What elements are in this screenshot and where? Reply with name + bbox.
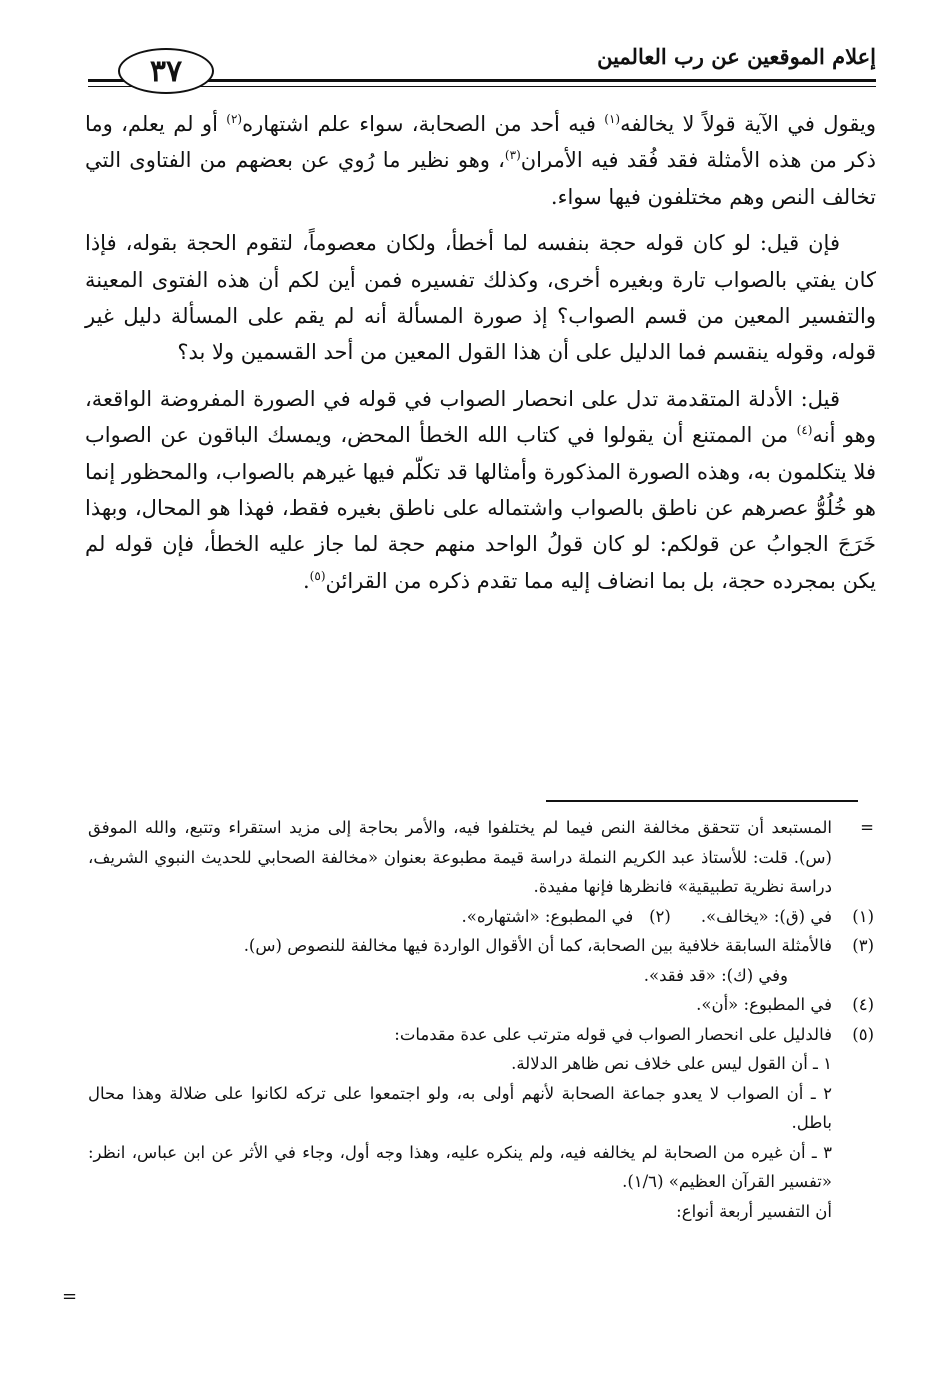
footnote-1-text: في (ق): «يخالف». bbox=[700, 906, 832, 926]
paragraph-1-part-2: فيه أحد من الصحابة، سواء علم اشتهاره bbox=[242, 112, 605, 136]
footnote-3-extra: وفي (ك): «قد فقد». bbox=[643, 965, 788, 985]
paragraph-2: فإن قيل: لو كان قوله حجة بنفسه لما أخطأ، ولكان معصوماً، لتقوم الحجة بقوله، فإذا كان يفتي بالصواب تارة وبغيره أخرى، وكذلك تفسيره فمن أين لكم أن هذه الفتوى المعينة والتفسير المعين من قسم الصواب؟ إذ صورة المسألة أنه لم يقم على المسألة دليل غير قوله، وقوله ينقسم فما الدليل على أن هذا القول المعين من أحد القسمين ولا بد؟ bbox=[85, 231, 876, 365]
footnote-ref-4: (٤) bbox=[796, 423, 813, 438]
footnote-5-item-3: ٣ ـ أن غيره من الصحابة لم يخالفه فيه، ولم ينكره عليه، وهذا وجه أول، وجاء في الأثر عن ابن عباس، انظر: «تفسير القرآن العظيم» (١/٦). bbox=[88, 1142, 832, 1191]
footnote-ref-5: (٥) bbox=[309, 568, 326, 583]
footnote-2-item bbox=[462, 902, 671, 932]
paragraph-1-part-3: أو لم يعلم، وما ذكر من هذه الأمثلة فقد فُقد فيه الأمران bbox=[85, 112, 876, 173]
page-continuation-mark: = bbox=[62, 1286, 78, 1307]
running-title: إعلام الموقعين عن رب العالمين bbox=[597, 44, 876, 69]
footnote-4 bbox=[88, 990, 876, 1020]
footnote-3 bbox=[88, 931, 876, 961]
main-text bbox=[85, 106, 876, 609]
paragraph-3 bbox=[85, 381, 876, 599]
paragraph-1-part-1: ويقول في الآية قولاً لا يخالفه bbox=[620, 112, 876, 136]
page-header bbox=[88, 38, 876, 98]
footnote-2-text: في المطبوع: «اشتهاره». bbox=[461, 906, 634, 926]
page-number: ٣٧ bbox=[118, 48, 214, 94]
footnote-5-text: فالدليل على انحصار الصواب في قوله مترتب على عدة مقدمات: bbox=[394, 1024, 832, 1044]
paragraph-1 bbox=[85, 106, 876, 215]
continuation-text: المستبعد أن تتحقق مخالفة النص فيما لم يختلفوا فيه، والأمر بحاجة إلى مزيد استقراء وتتبع، والله الموفق (س). قلت: للأستاذ عبد الكريم النملة دراسة قيمة مطبوعة بعنوان «مخالفة الصحابي للحديث النبوي الشريف، دراسة نظرية تطبيقية» فانظرها فإنها مفيدة. bbox=[88, 818, 832, 896]
footnote-separator bbox=[546, 800, 858, 802]
footnotes bbox=[88, 813, 876, 1226]
footnote-1-mark: (١) bbox=[852, 906, 874, 926]
paragraph-1-part-4: ، وهو نظير ما رُوي عن بعضهم من الفتاوى التي تخالف النص وهم مختلفون فيها سواء. bbox=[85, 148, 876, 209]
footnote-3-text: فالأمثلة السابقة خلافية بين الصحابة، كما أن الأقوال الواردة فيها مخالفة للنصوص (س). bbox=[243, 936, 832, 955]
footnote-1-2-row bbox=[88, 902, 876, 932]
continuation-mark: = bbox=[860, 818, 874, 837]
footnote-5-item-2: ٢ ـ أن الصواب لا يعدو جماعة الصحابة لأنهم أولى به، ولو اجتمعوا على تركه لكانوا على ضلالة وهذا محال باطل. bbox=[88, 1083, 832, 1132]
footnote-3-mark: (٣) bbox=[852, 936, 874, 955]
footnote-ref-2: (٢) bbox=[226, 112, 243, 126]
paragraph-3-part-2: من الممتنع أن يقولوا في كتاب الله الخطأ المحض، ويمسك الباقون عن الصواب فلا يتكلمون به، وهذه الصورة المذكورة وأمثالها قد تكلّم فيها غيرهم بالصواب، والمحظور إنما هو خُلُوُّ عصرهم عن ناطق بالصواب واشتماله على ناطق بغيره فقط، فهذا هو المحال، وبهذا خَرَجَ الجوابُ عن قولكم: لو كان قولُ الواحد منهم حجة لما جاز عليه الخطأ، فإن قوله لم يكن بمجرده حجة، بل بما انضاف إليه مما تقدم ذكره من القرائن bbox=[85, 423, 876, 593]
footnote-5 bbox=[88, 1020, 876, 1050]
header-rule-thin bbox=[88, 86, 876, 87]
paragraph-3-part-1: قيل: الأدلة المتقدمة تدل على انحصار الصواب في قوله في الصورة المفروضة الواقعة، وهو أنه bbox=[85, 386, 876, 448]
paragraph-3-part-3: . bbox=[302, 568, 310, 593]
footnote-5-tail: أن التفسير أربعة أنواع: bbox=[676, 1201, 832, 1221]
footnote-5-mark: (٥) bbox=[852, 1024, 874, 1044]
footnote-4-text: في المطبوع: «أن». bbox=[696, 995, 832, 1014]
footnote-4-mark: (٤) bbox=[852, 995, 874, 1014]
footnote-2-mark: (٢) bbox=[649, 906, 671, 926]
footnote-continuation bbox=[88, 813, 876, 902]
footnote-5-item-1: ١ ـ أن القول ليس على خلاف نص ظاهر الدلالة. bbox=[511, 1054, 832, 1073]
footnote-ref-1: (١) bbox=[604, 112, 621, 126]
footnote-ref-3: (٣) bbox=[504, 148, 521, 163]
